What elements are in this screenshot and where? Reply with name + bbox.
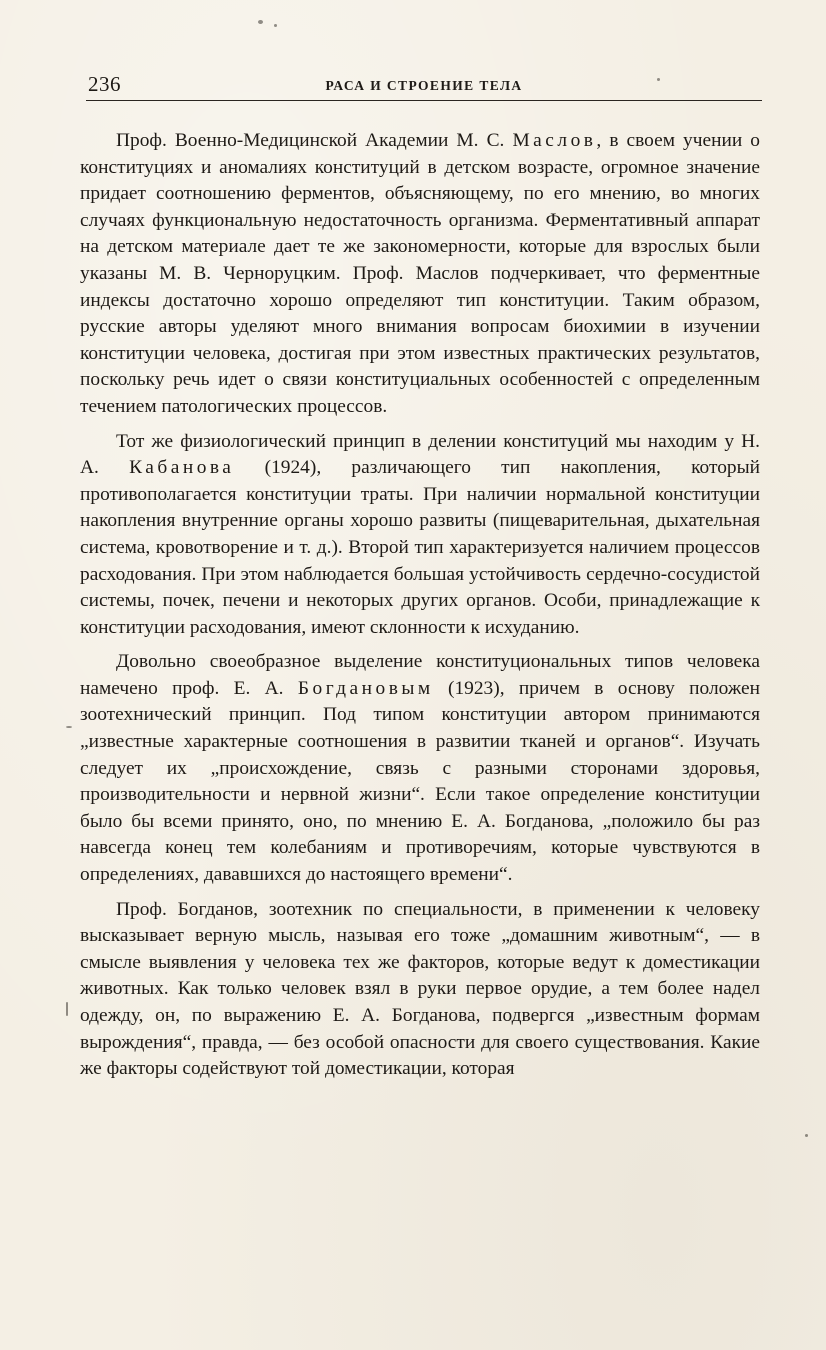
print-speck bbox=[657, 78, 660, 81]
spaced-name: Богдановым bbox=[297, 677, 434, 699]
running-title: РАСА И СТРОЕНИЕ ТЕЛА bbox=[325, 78, 523, 93]
body-text bbox=[80, 128, 760, 1091]
spaced-name: Кабанова bbox=[129, 457, 235, 479]
paragraph-2 bbox=[80, 429, 760, 642]
print-speck bbox=[66, 726, 72, 728]
print-speck bbox=[258, 20, 263, 24]
spaced-name: Маслов bbox=[512, 130, 597, 151]
page-number: 236 bbox=[88, 72, 121, 96]
print-speck bbox=[805, 1134, 808, 1137]
paragraph-4 bbox=[80, 897, 760, 1083]
paragraph-text: Проф. Богданов, зоотехник по специальности, в применении к человеку высказывает верную мысль, называя его тоже „домашним животным“, — в смысле выявления у человека тех же факторов, которые ведут к доместикации животных. Как только человек взял в руки первое орудие, а тем более надел одежду, он, по выражению Е. А. Богданова, подвергся „известным формам вырождения“, правда, — без особой опасности для своего существования. Какие же факторы содействуют той доместикации, которая bbox=[80, 898, 760, 1080]
paragraph-3 bbox=[80, 649, 760, 888]
paragraph-text: Тот же физиологический принцип в делении конституций мы находим у Н. А. bbox=[80, 430, 760, 479]
paragraph-text: (1924), различающего тип накопления, который противополагается конституции траты. При наличии нормальной конституции накопления внутренние органы хорошо развиты (пищеварительная, дыхательная система, кровотворение и т. д.). Второй тип характеризуется наличием процессов расходования. При этом наблюдается большая устойчивость сердечно-сосудистой системы, почек, печени и некоторых других органов. Особи, принадлежащие к конституции расходования, имеют склонности к исхуданию. bbox=[80, 457, 761, 638]
page-header bbox=[88, 70, 760, 102]
paragraph-text: , в своем учении о конституциях и аномалиях конституций в детском возрасте, огромное значение придает соотношению ферментов, объясняющему, по его мнению, во многих случаях функциональную недостаточность организма. Ферментативный аппарат на детском материале дает те же закономерности, которые для взрослых были указаны М. В. Черноруцким. Проф. Маслов подчеркивает, что ферментные индексы достаточно хорошо определяют тип конституции. Таким образом, русские авторы уделяют много внимания вопросам биохимии в изучении конституции человека, достигая при этом известных практических результатов, поскольку речь идет о связи конституциальных особенностей с определенным течением патологических процессов. bbox=[80, 130, 760, 417]
print-speck bbox=[66, 1002, 68, 1016]
paragraph-text: (1923), причем в основу положен зоотехнический принцип. Под типом конституции автором принимаются „известные характерные соотношения в развитии тканей и органов“. Изучать следует их „происхождение, связь с разными сторонами здоровья, производительности и нервной жизни“. Если такое определение конституции было бы всеми принято, оно, по мнению Е. А. Богданова, „положило бы раз навсегда конец тем колебаниям и противоречиям, которые чувствуются в определениях, дававшихся до настоящего времени“. bbox=[80, 677, 760, 886]
paragraph-1 bbox=[80, 128, 760, 421]
paragraph-text: Довольно своеобразное выделение конституциональных типов человека намечено проф. Е. А. bbox=[80, 651, 760, 699]
print-speck bbox=[274, 24, 277, 27]
paragraph-text: Проф. Военно-Медицинской Академии М. С. bbox=[116, 130, 513, 151]
header-rule bbox=[86, 100, 762, 101]
